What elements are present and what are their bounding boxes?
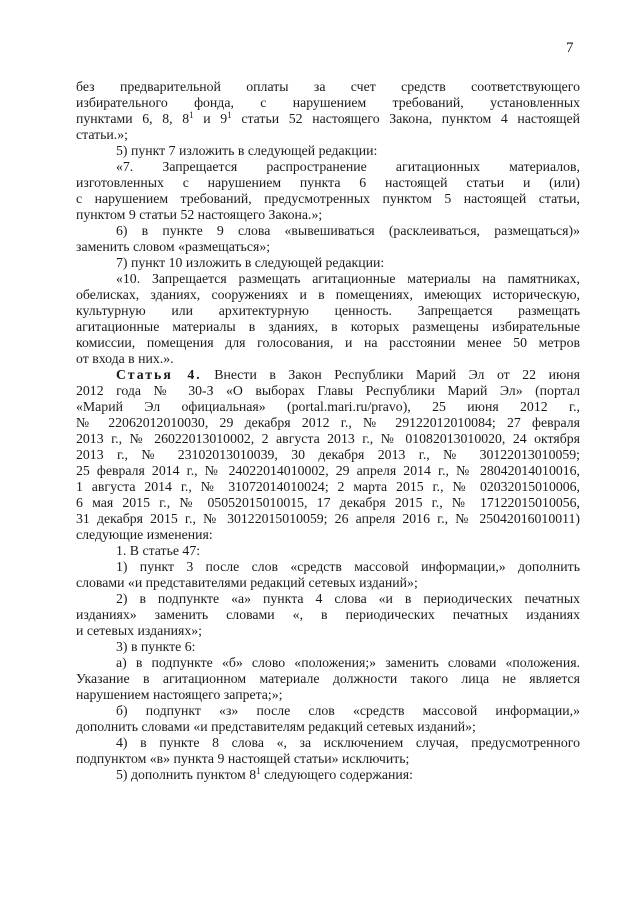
text-line: 5) пункт 7 изложить в следующей редакции: (116, 143, 378, 158)
superscript: 1 (189, 110, 194, 120)
text-line (76, 767, 580, 783)
text-line (76, 367, 580, 383)
text-line: 6 мая 2015 г., № 05052015010015, 17 декабря 2015 г., № 17122015010056, (76, 495, 580, 510)
text-line: 2013 г., № 23102013010039, 30 декабря 2013 г., № 30122013010059; (76, 447, 580, 462)
document-body (76, 79, 580, 783)
text-line: 2012 года № 30-З «О выборах Главы Республики Марий Эл» (портал (76, 383, 580, 398)
text-line: комиссии, помещения для голосования, и на расстоянии менее 50 метров (76, 335, 580, 350)
text-line: подпунктом «в» пункта 9 настоящей статьи» исключить; (76, 751, 410, 766)
text-line: 1 августа 2014 г., № 31072014010024; 2 марта 2015 г., № 02032015010006, (76, 479, 580, 494)
text-line: а) в подпункте «б» слово «положения;» заменить словами «положения. (116, 655, 580, 670)
text-line: 7) пункт 10 изложить в следующей редакции: (116, 255, 385, 270)
text-line: 1. В статье 47: (116, 543, 201, 558)
text-line: 31 декабря 2015 г., № 30122015010059; 26 апреля 2016 г., № 25042016010011) (76, 511, 580, 526)
text-line: словами «и представителями редакций сетевых изданий»; (76, 575, 418, 590)
text-line: 1) пункт 3 после слов «средств массовой информации,» дополнить (116, 559, 580, 574)
text-line: изданиях» заменить словами «, в периодических печатных изданиях (76, 607, 580, 622)
text-line: дополнить словами «и представителям редакций сетевых изданий»; (76, 719, 476, 734)
superscript: 1 (256, 766, 261, 776)
text-line: обелисках, зданиях, сооружениях и в помещениях, имеющих историческую, (76, 287, 580, 302)
text-line: пунктом 9 статьи 52 настоящего Закона.»; (76, 207, 323, 222)
text-line: 2013 г., № 26022013010002, 2 августа 2013 г., № 01082013010020, 24 октября (76, 431, 580, 446)
text-line: 6) в пункте 9 слова «вывешиваться (расклеиваться, размещаться)» (116, 223, 580, 238)
text-line: следующие изменения: (76, 527, 213, 542)
text-line: изготовленных с нарушением пункта 6 настоящей статьи и (или) (76, 175, 580, 190)
text-line: № 22062012010030, 29 декабря 2012 г., № 29122012010084; 27 февраля (76, 415, 580, 430)
text-line: 4) в пункте 8 слова «, за исключением случая, предусмотренного (116, 735, 580, 750)
text-line: 2) в подпункте «а» пункта 4 слова «и в периодических печатных (116, 591, 580, 606)
text-line: 3) в пункте 6: (116, 639, 196, 654)
text-segment: 5) дополнить пунктом 8 (116, 767, 257, 782)
text-line: с нарушением требований, предусмотренных пунктом 5 настоящей статьи, (76, 191, 580, 206)
text-line: избирательного фонда, с нарушением требований, установленных (76, 95, 580, 110)
text-line: статьи.»; (76, 127, 128, 142)
text-line: заменить словом «размещаться»; (76, 239, 271, 254)
text-line: Указание в агитационном материале должности такого лица не является (76, 671, 580, 686)
superscript: 1 (227, 110, 232, 120)
text-line: культурную или архитектурную ценность. Запрещается размещать (76, 303, 580, 318)
text-line: и сетевых изданиях»; (76, 623, 203, 638)
text-line: агитационные материалы в зданиях, в которых размещены избирательные (76, 319, 580, 334)
article-heading: Статья 4. (116, 367, 202, 382)
text-segment: статьи 52 настоящего Закона, пунктом 4 настоящей (231, 111, 580, 126)
text-segment: и 9 (193, 111, 228, 126)
text-segment: пунктами 6, 8, 8 (76, 111, 190, 126)
text-segment: следующего содержания: (260, 767, 413, 782)
text-line: без предварительной оплаты за счет средств соответствующего (76, 79, 580, 94)
text-line: 25 февраля 2014 г., № 24022014010002, 29 апреля 2014 г., № 28042014010016, (76, 463, 580, 478)
text-line: нарушением настоящего запрета;»; (76, 687, 283, 702)
text-line: б) подпункт «з» после слов «средств массовой информации,» (116, 703, 580, 718)
text-line: от входа в них.». (76, 351, 174, 366)
text-line (76, 111, 580, 127)
page-number: 7 (566, 40, 574, 56)
text-line: «7. Запрещается распространение агитационных материалов, (116, 159, 580, 174)
text-line: «Марий Эл официальная» (portal.mari.ru/pravo), 25 июня 2012 г., (76, 399, 580, 414)
text-line: «10. Запрещается размещать агитационные материалы на памятниках, (116, 271, 580, 286)
text-segment: Внести в Закон Республики Марий Эл от 22 июня (201, 367, 581, 382)
